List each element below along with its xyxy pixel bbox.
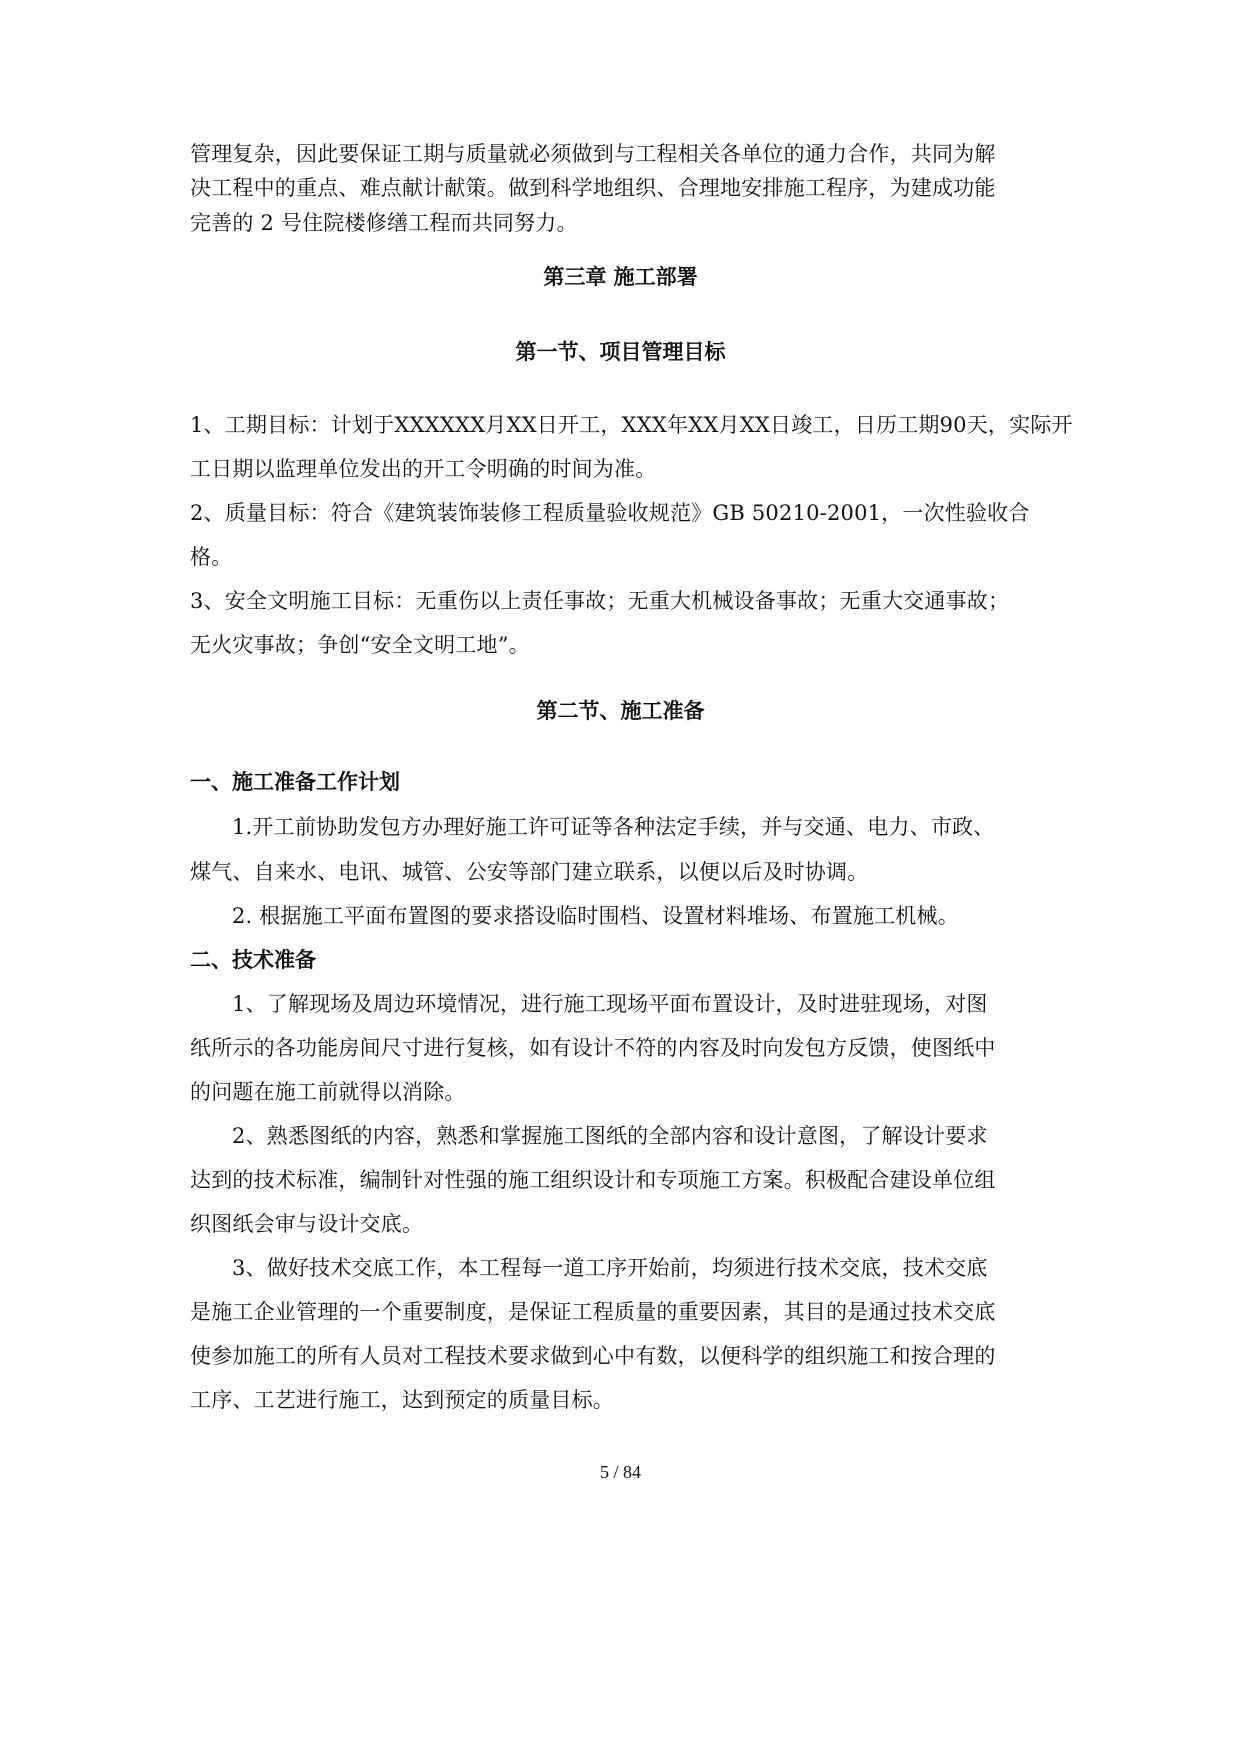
goal-line-2: 工日期以监理单位发出的开工令明确的时间为准。 bbox=[190, 457, 657, 481]
tech-line-1: 1、了解现场及周边环境情况，进行施工现场平面布置设计，及时进驻现场，对图 bbox=[232, 992, 988, 1016]
chapter-title: 第三章 施工部署 bbox=[543, 265, 698, 289]
plan-line-2: 煤气、自来水、电讯、城管、公安等部门建立联系，以便以后及时协调。 bbox=[190, 860, 869, 884]
tech-line-3: 的问题在施工前就得以消除。 bbox=[190, 1080, 466, 1104]
goal-line-1: 1、工期目标：计划于XXXXXX月XX日开工，XXX年XX月XX日竣工，日历工期90天，实际开 bbox=[190, 413, 1073, 437]
tech-line-6: 织图纸会审与设计交底。 bbox=[190, 1212, 424, 1236]
tech-line-7: 3、做好技术交底工作，本工程每一道工序开始前，均须进行技术交底，技术交底 bbox=[232, 1256, 988, 1280]
tech-line-5: 达到的技术标准，编制针对性强的施工组织设计和专项施工方案。积极配合建设单位组 bbox=[190, 1168, 996, 1192]
goal-line-5: 3、安全文明施工目标：无重伤以上责任事故；无重大机械设备事故；无重大交通事故； bbox=[190, 589, 1010, 613]
tech-line-4: 2、熟悉图纸的内容，熟悉和掌握施工图纸的全部内容和设计意图，了解设计要求 bbox=[232, 1124, 988, 1148]
goal-line-4: 格。 bbox=[190, 545, 233, 569]
heading-work-plan: 一、施工准备工作计划 bbox=[190, 770, 400, 794]
tech-line-2: 纸所示的各功能房间尺寸进行复核，如有设计不符的内容及时向发包方反馈，使图纸中 bbox=[190, 1036, 996, 1060]
plan-line-3: 2. 根据施工平面布置图的要求搭设临时围档、设置材料堆场、布置施工机械。 bbox=[232, 904, 959, 928]
tech-line-8: 是施工企业管理的一个重要制度，是保证工程质量的重要因素，其目的是通过技术交底 bbox=[190, 1300, 996, 1324]
heading-tech-prep: 二、技术准备 bbox=[190, 948, 316, 972]
tech-line-10: 工序、工艺进行施工，达到预定的质量目标。 bbox=[190, 1388, 614, 1412]
plan-line-1: 1.开工前协助发包方办理好施工许可证等各种法定手续，并与交通、电力、市政、 bbox=[232, 815, 995, 839]
intro-line-1: 管理复杂，因此要保证工期与质量就必须做到与工程相关各单位的通力合作，共同为解 bbox=[190, 142, 996, 166]
intro-line-2: 决工程中的重点、难点献计献策。做到科学地组织、合理地安排施工程序，为建成功能 bbox=[190, 176, 996, 200]
page-number: 5 / 84 bbox=[599, 1462, 641, 1482]
section-title-1: 第一节、项目管理目标 bbox=[515, 340, 726, 364]
tech-line-9: 使参加施工的所有人员对工程技术要求做到心中有数，以便科学的组织施工和按合理的 bbox=[190, 1344, 996, 1368]
intro-line-3: 完善的 2 号住院楼修缮工程而共同努力。 bbox=[190, 211, 578, 235]
section-title-2: 第二节、施工准备 bbox=[536, 699, 705, 723]
goal-line-6: 无火灾事故；争创“安全文明工地”。 bbox=[190, 633, 530, 657]
goal-line-3: 2、质量目标：符合《建筑装饰装修工程质量验收规范》GB 50210-2001，一次性验收合 bbox=[190, 501, 1030, 525]
